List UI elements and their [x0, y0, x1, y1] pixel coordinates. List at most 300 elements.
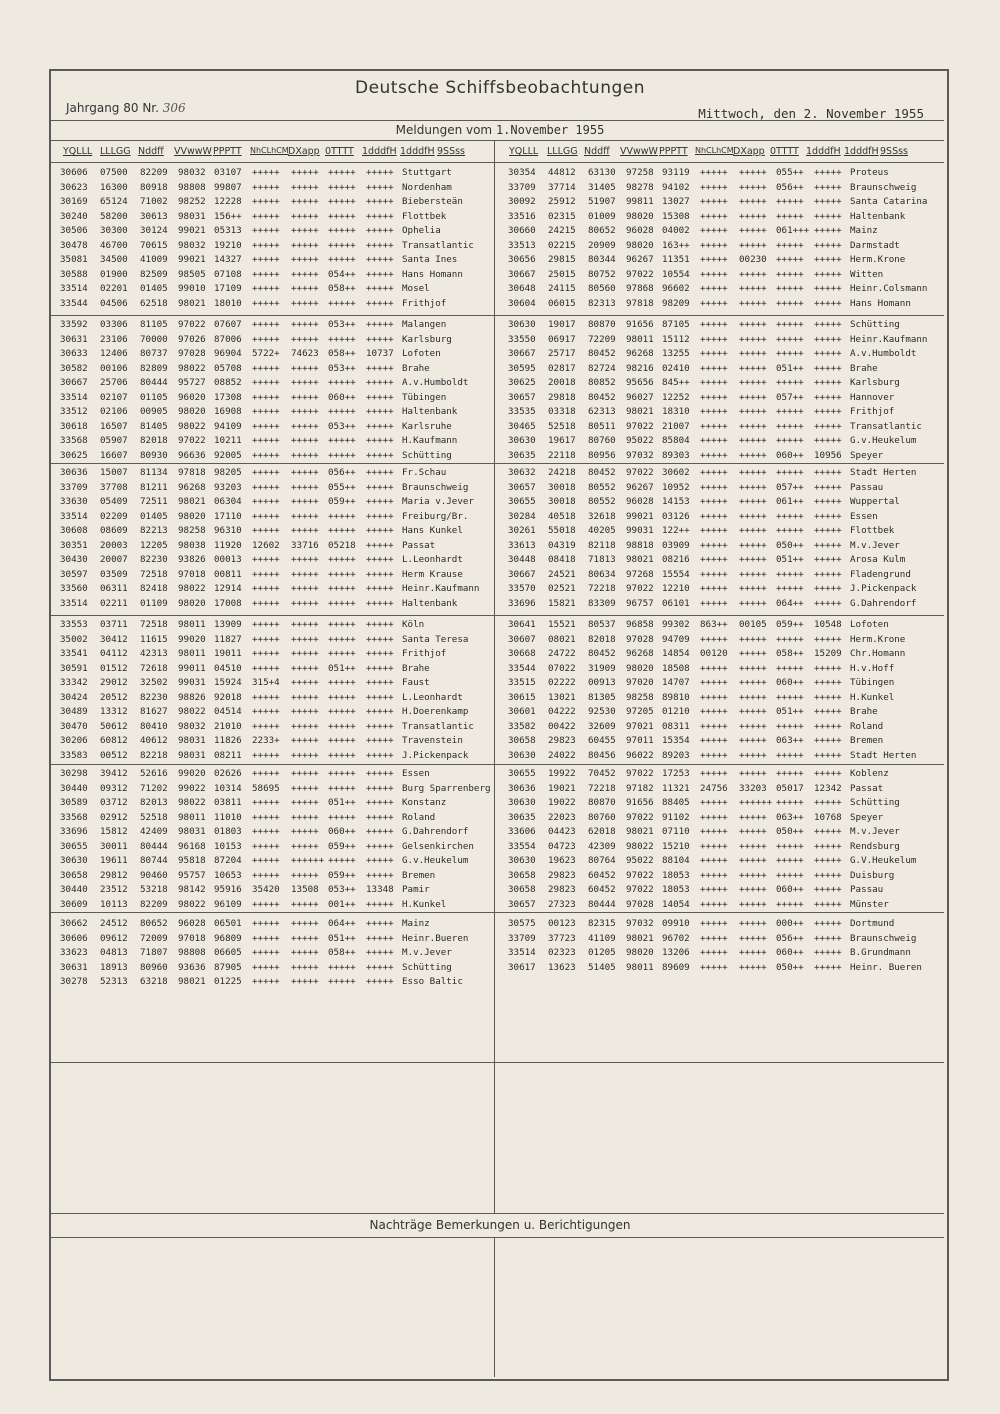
data-cell: 19611	[100, 855, 128, 866]
data-cell: 95022	[626, 435, 654, 446]
data-cell: +++++	[328, 597, 356, 609]
data-cell: +++++	[291, 918, 319, 929]
ship-name: L.Leonhardt	[402, 554, 463, 565]
data-cell: 52616	[140, 768, 168, 779]
data-cell: 82418	[140, 583, 168, 594]
col-header: YQLLL	[509, 146, 539, 157]
data-cell: 71813	[588, 554, 616, 565]
data-cell: 96027	[626, 391, 654, 403]
data-cell: +++++	[814, 768, 842, 779]
data-cell: +++++	[366, 449, 394, 461]
data-cell: +++++	[366, 539, 394, 551]
data-cell: 29823	[548, 869, 576, 881]
data-cell: 99021	[178, 225, 206, 236]
data-cell: +++++	[739, 283, 767, 294]
data-cell: +++++	[776, 420, 804, 432]
data-cell: 80752	[588, 268, 616, 280]
data-cell: +++++	[328, 976, 356, 987]
data-cell: +++++	[776, 268, 804, 280]
data-cell: 72518	[140, 619, 168, 630]
data-cell: 98020	[626, 947, 654, 958]
data-cell: 97021	[626, 720, 654, 732]
data-cell: +++++	[366, 662, 394, 674]
data-cell: +++++	[739, 768, 767, 779]
ship-name: A.v.Humboldt	[402, 377, 469, 388]
data-cell: +++++	[252, 720, 280, 732]
ship-name: Mainz	[402, 918, 430, 929]
data-cell: 30613	[140, 210, 168, 222]
ship-name: Haltenbank	[402, 597, 458, 609]
data-cell: +++++	[739, 377, 767, 388]
data-cell: 000++	[776, 918, 804, 929]
ship-name: Karlsburg	[850, 377, 900, 388]
data-cell: 05907	[100, 435, 128, 446]
data-cell: 11321	[662, 782, 690, 794]
data-cell: +++++	[739, 467, 767, 478]
data-cell: 01512	[100, 662, 128, 674]
data-cell: 30667	[508, 348, 536, 359]
data-cell: 00105	[739, 619, 767, 630]
data-cell: 80737	[140, 348, 168, 359]
ship-name: Flottbek	[402, 210, 447, 222]
data-cell: 82213	[140, 525, 168, 536]
data-cell: +++++	[739, 268, 767, 280]
data-cell: 95916	[214, 884, 242, 895]
data-cell: +++++	[814, 706, 842, 717]
ship-name: Roland	[402, 811, 436, 823]
data-cell: 88104	[662, 855, 690, 866]
data-cell: +++++	[291, 583, 319, 594]
data-cell: 12252	[662, 391, 690, 403]
data-cell: +++++	[814, 662, 842, 674]
data-cell: 30602	[662, 467, 690, 478]
data-cell: 20003	[100, 539, 128, 551]
data-cell: 33541	[60, 648, 88, 659]
data-cell: 053++	[328, 884, 356, 895]
data-cell: 054++	[328, 268, 356, 280]
data-cell: 50612	[100, 720, 128, 732]
data-cell: 87105	[662, 319, 690, 330]
data-cell: 33514	[60, 283, 88, 294]
ship-name: Mosel	[402, 283, 430, 294]
data-cell: +++++	[366, 467, 394, 478]
data-cell: 98022	[178, 706, 206, 717]
data-cell: +++++	[252, 898, 280, 910]
data-cell: 30635	[508, 449, 536, 461]
data-cell: 92530	[588, 706, 616, 717]
data-cell: +++++	[252, 554, 280, 565]
data-cell: +++++	[291, 706, 319, 717]
data-cell: 30478	[60, 239, 88, 251]
data-cell: 81211	[140, 481, 168, 493]
data-cell: 97020	[626, 677, 654, 688]
data-cell: 12210	[662, 583, 690, 594]
ship-name: Schütting	[850, 319, 900, 330]
data-cell: 99021	[178, 254, 206, 265]
data-cell: 98021	[178, 297, 206, 309]
data-cell: 30601	[508, 706, 536, 717]
data-cell: +++++	[814, 297, 842, 309]
data-cell: 19922	[548, 768, 576, 779]
data-cell: +++++	[739, 391, 767, 403]
data-cell: 060++	[776, 884, 804, 895]
data-cell: 72218	[588, 782, 616, 794]
ship-name: Bremen	[850, 735, 884, 746]
data-cell: +++++	[700, 510, 728, 522]
data-cell: +++++	[291, 181, 319, 193]
data-cell: +++++	[739, 947, 767, 958]
data-cell: +++++	[700, 554, 728, 565]
data-cell: 31909	[588, 662, 616, 674]
data-cell: 41109	[588, 932, 616, 944]
data-cell: 24756	[700, 782, 728, 794]
data-cell: +++++	[700, 855, 728, 866]
data-cell: +++++	[700, 840, 728, 852]
data-cell: 30648	[508, 283, 536, 294]
data-cell: +++++	[366, 435, 394, 446]
ship-name: Santa Teresa	[402, 633, 469, 645]
data-cell: 98020	[178, 406, 206, 417]
data-cell: +++++	[700, 319, 728, 330]
data-cell: +++++	[328, 225, 356, 236]
data-cell: +++++	[739, 884, 767, 895]
data-cell: +++++	[739, 181, 767, 193]
data-cell: +++++	[291, 467, 319, 478]
data-cell: +++++	[700, 735, 728, 746]
data-cell: 30440	[60, 884, 88, 895]
meldungen-label: Meldungen vom	[395, 123, 493, 137]
col-header: LLLGG	[547, 146, 578, 157]
data-cell: +++++	[291, 196, 319, 207]
data-cell: 98022	[178, 362, 206, 374]
ship-name: H.Kunkel	[402, 898, 447, 910]
data-cell: +++++	[252, 283, 280, 294]
data-cell: +++++	[328, 554, 356, 565]
data-cell: +++++	[814, 633, 842, 645]
data-cell: 16507	[100, 420, 128, 432]
data-cell: +++++	[252, 210, 280, 222]
data-cell: +++++	[366, 840, 394, 852]
data-cell: 96702	[662, 932, 690, 944]
data-cell: 058++	[328, 348, 356, 359]
data-cell: 91102	[662, 811, 690, 823]
ship-name: Rendsburg	[850, 840, 900, 852]
data-cell: 30430	[60, 554, 88, 565]
data-cell: 82018	[588, 633, 616, 645]
data-cell: 80960	[140, 961, 168, 973]
data-cell: 97018	[178, 568, 206, 580]
data-cell: 96268	[178, 481, 206, 493]
data-cell: 30631	[60, 961, 88, 973]
ship-name: G.v.Heukelum	[850, 435, 917, 446]
data-cell: 01105	[140, 391, 168, 403]
data-cell: +++++	[700, 391, 728, 403]
data-cell: +++++	[814, 210, 842, 222]
data-cell: 22023	[548, 811, 576, 823]
data-cell: +++++	[700, 720, 728, 732]
data-cell: 07110	[662, 826, 690, 837]
data-cell: 06605	[214, 947, 242, 958]
ship-name: Haltenbank	[850, 210, 906, 222]
data-cell: 30206	[60, 735, 88, 746]
data-cell: +++++	[739, 481, 767, 493]
data-cell: +++++	[291, 932, 319, 944]
data-cell: 30298	[60, 768, 88, 779]
data-cell: +++++	[291, 720, 319, 732]
data-cell: 98021	[626, 554, 654, 565]
data-cell: 96602	[662, 283, 690, 294]
ship-name: Travenstein	[402, 735, 463, 746]
data-cell: +++++	[291, 510, 319, 522]
data-cell: 32502	[140, 677, 168, 688]
ship-name: Santa Catarina	[850, 196, 928, 207]
data-cell: 74623	[291, 348, 319, 359]
ship-name: Essen	[850, 510, 878, 522]
data-cell: 97022	[626, 583, 654, 594]
data-cell: 97022	[178, 435, 206, 446]
ship-name: Konstanz	[402, 797, 447, 808]
ship-name: Arosa Kulm	[850, 554, 906, 565]
data-cell: 00905	[140, 406, 168, 417]
data-cell: 051++	[776, 362, 804, 374]
data-cell: 845++	[662, 377, 690, 388]
ship-name: Stadt Herten	[850, 749, 917, 761]
data-cell: 04514	[214, 706, 242, 717]
data-cell: 72518	[140, 568, 168, 580]
data-cell: +++++	[366, 377, 394, 388]
data-cell: 60452	[588, 869, 616, 881]
data-cell: +++++	[366, 648, 394, 659]
data-cell: +++++	[366, 735, 394, 746]
data-cell: +++++	[291, 869, 319, 881]
data-cell: 71807	[140, 947, 168, 958]
data-cell: +++++	[814, 840, 842, 852]
data-cell: +++++	[739, 539, 767, 551]
data-cell: +++++	[700, 749, 728, 761]
data-cell: 80760	[588, 435, 616, 446]
footer-divider	[494, 1237, 495, 1377]
data-cell: 051++	[328, 797, 356, 808]
ship-name: Herm.Krone	[850, 633, 906, 645]
data-cell: 060++	[776, 449, 804, 461]
data-cell: +++++	[252, 749, 280, 761]
data-cell: +++++	[814, 333, 842, 345]
data-cell: 07607	[214, 319, 242, 330]
data-cell: 09312	[100, 782, 128, 794]
data-cell: 98021	[626, 932, 654, 944]
data-cell: 30124	[140, 225, 168, 236]
data-cell: 72009	[140, 932, 168, 944]
data-cell: 44812	[548, 167, 576, 178]
data-cell: 97022	[626, 768, 654, 779]
ship-name: Esso Baltic	[402, 976, 463, 987]
data-cell: 24218	[548, 467, 576, 478]
data-cell: +++++	[739, 167, 767, 178]
data-cell: 33696	[508, 597, 536, 609]
data-cell: +++++	[252, 840, 280, 852]
data-cell: +++++	[776, 377, 804, 388]
ship-name: G.Dahrendorf	[402, 826, 469, 837]
data-cell: 03712	[100, 797, 128, 808]
data-cell: 32609	[588, 720, 616, 732]
data-cell: 11827	[214, 633, 242, 645]
data-cell: 02410	[662, 362, 690, 374]
data-cell: 17308	[214, 391, 242, 403]
data-cell: +++++	[291, 496, 319, 507]
data-cell: +++++	[328, 377, 356, 388]
ship-name: Pamir	[402, 884, 430, 895]
data-cell: +++++	[814, 435, 842, 446]
data-cell: +++++	[814, 319, 842, 330]
data-cell: 02323	[548, 947, 576, 958]
data-cell: 99010	[178, 283, 206, 294]
data-cell: +++++	[366, 768, 394, 779]
footer-rule-top	[50, 1213, 944, 1214]
data-cell: 97022	[626, 268, 654, 280]
data-cell: +++++	[366, 196, 394, 207]
data-cell: +++++	[252, 691, 280, 703]
data-cell: 061+++	[776, 225, 810, 236]
data-cell: 80410	[140, 720, 168, 732]
data-cell: 80760	[588, 811, 616, 823]
data-cell: +++++	[328, 449, 356, 461]
data-cell: 15209	[814, 648, 842, 659]
data-cell: 37708	[100, 481, 128, 493]
data-cell: 51405	[588, 961, 616, 973]
ship-name: Lofoten	[402, 348, 441, 359]
data-cell: 30424	[60, 691, 88, 703]
data-cell: 98032	[178, 167, 206, 178]
data-cell: 18053	[662, 884, 690, 895]
data-cell: 163++	[662, 239, 690, 251]
data-cell: 80652	[588, 225, 616, 236]
data-cell: +++++	[366, 391, 394, 403]
ship-name: G.Dahrendorf	[850, 597, 917, 609]
col-header: 9SSss	[437, 146, 466, 157]
data-cell: +++++	[739, 196, 767, 207]
data-cell: 12228	[214, 196, 242, 207]
data-cell: 98216	[626, 362, 654, 374]
data-cell: 00106	[100, 362, 128, 374]
data-cell: +++++	[291, 961, 319, 973]
data-cell: +++++	[291, 797, 319, 808]
data-cell: +++++	[739, 597, 767, 609]
data-cell: 30465	[508, 420, 536, 432]
data-cell: 98031	[178, 735, 206, 746]
meldungen-heading	[0, 123, 1000, 137]
data-cell: 98022	[178, 797, 206, 808]
data-cell: 33553	[60, 619, 88, 630]
data-cell: +++++	[814, 720, 842, 732]
data-cell: 5722+	[252, 348, 280, 359]
data-cell: +++++	[328, 706, 356, 717]
data-cell: +++++	[739, 918, 767, 929]
data-cell: 15112	[662, 333, 690, 345]
data-cell: 11351	[662, 254, 690, 265]
ship-name: Transatlantic	[850, 420, 922, 432]
data-cell: +++++	[776, 898, 804, 910]
data-cell: ++++++	[739, 797, 773, 808]
data-cell: 12342	[814, 782, 842, 794]
data-cell: +++++	[700, 297, 728, 309]
data-cell: +++++	[328, 239, 356, 251]
data-cell: 13909	[214, 619, 242, 630]
data-cell: 10113	[100, 898, 128, 910]
data-cell: 001++	[328, 898, 356, 910]
data-cell: 80444	[140, 840, 168, 852]
data-cell: 89810	[662, 691, 690, 703]
data-cell: +++++	[739, 319, 767, 330]
data-cell: +++++	[739, 406, 767, 417]
data-cell: 98032	[178, 239, 206, 251]
data-cell: +++++	[700, 918, 728, 929]
data-cell: +++++	[328, 568, 356, 580]
data-cell: +++++	[814, 898, 842, 910]
data-cell: 89203	[662, 749, 690, 761]
data-cell: 30656	[508, 254, 536, 265]
data-cell: 30018	[548, 481, 576, 493]
data-cell: +++++	[252, 239, 280, 251]
data-cell: +++++	[700, 181, 728, 193]
ship-name: Herm.Krone	[850, 254, 906, 265]
data-cell: 62518	[140, 297, 168, 309]
data-cell: 30354	[508, 167, 536, 178]
data-cell: 40518	[548, 510, 576, 522]
data-cell: +++++	[291, 449, 319, 461]
data-cell: +++++	[366, 932, 394, 944]
data-cell: 20512	[100, 691, 128, 703]
data-cell: 96809	[214, 932, 242, 944]
data-cell: 21007	[662, 420, 690, 432]
data-cell: +++++	[700, 420, 728, 432]
ship-name: Bremen	[402, 869, 436, 881]
data-cell: 98808	[178, 947, 206, 958]
ship-name: M.v.Jever	[850, 539, 900, 551]
data-cell: +++++	[328, 619, 356, 630]
data-cell: +++++	[700, 167, 728, 178]
data-cell: +++++	[366, 749, 394, 761]
data-cell: 03909	[662, 539, 690, 551]
data-cell: 18508	[662, 662, 690, 674]
data-cell: +++++	[366, 319, 394, 330]
data-cell: 051++	[776, 554, 804, 565]
data-cell: +++++	[700, 377, 728, 388]
data-cell: 82724	[588, 362, 616, 374]
data-cell: 30630	[508, 797, 536, 808]
col-header: DXapp	[733, 146, 765, 157]
data-cell: 2233+	[252, 735, 280, 746]
data-cell: +++++	[291, 525, 319, 536]
ship-name: G.V.Heukelum	[850, 855, 917, 866]
ship-name: Fladengrund	[850, 568, 911, 580]
data-cell: 30506	[60, 225, 88, 236]
data-cell: 30625	[60, 449, 88, 461]
data-cell: +++++	[739, 961, 767, 973]
data-cell: 19210	[214, 239, 242, 251]
col-header: PPPTT	[659, 146, 688, 157]
data-cell: +++++	[776, 239, 804, 251]
data-cell: +++++	[700, 435, 728, 446]
ship-name: Essen	[402, 768, 430, 779]
data-cell: 14854	[662, 648, 690, 659]
data-cell: 60812	[100, 735, 128, 746]
data-cell: 53218	[140, 884, 168, 895]
data-cell: 03306	[100, 319, 128, 330]
data-cell: +++++	[776, 869, 804, 881]
data-cell: 98011	[626, 961, 654, 973]
data-cell: 29823	[548, 735, 576, 746]
data-cell: 15924	[214, 677, 242, 688]
